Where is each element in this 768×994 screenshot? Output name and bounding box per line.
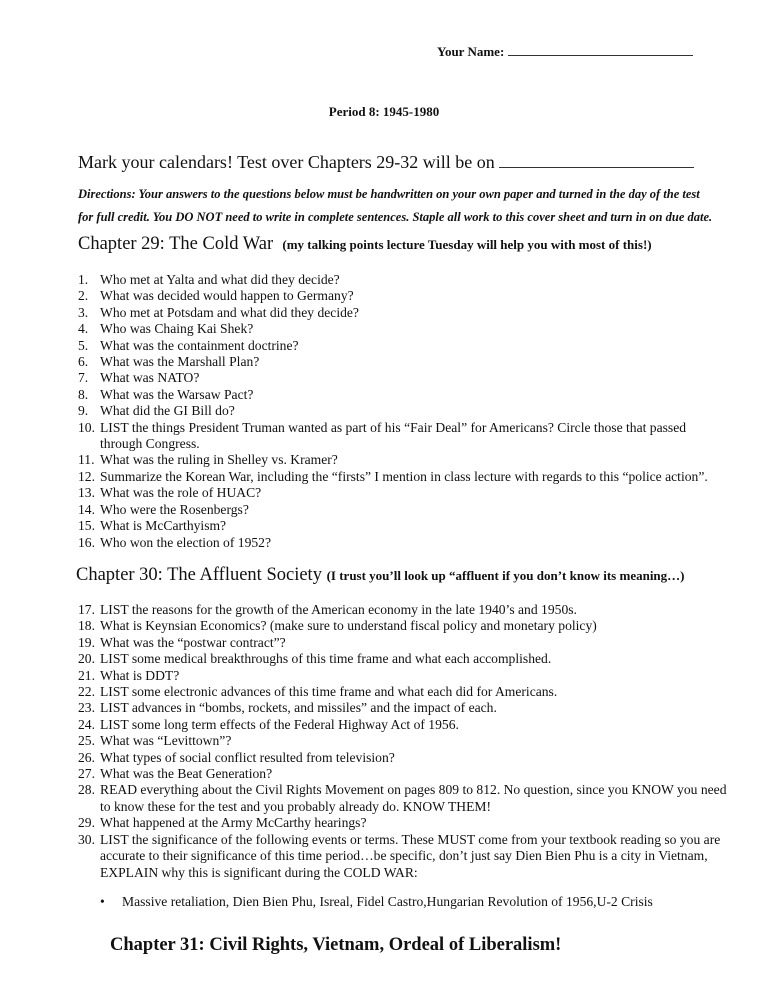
question-number: 7. xyxy=(78,370,89,386)
question-text: READ everything about the Civil Rights Movement on pages 809 to 812. No question, since you KNOW you need to know these for the test and you probably already do. KNOW THEM! xyxy=(100,782,727,814)
question-number: 1. xyxy=(78,272,89,287)
question-item xyxy=(78,305,730,321)
question-text: What was “Levittown”? xyxy=(100,733,232,749)
question-number: 28. xyxy=(78,782,95,798)
question-number: 12. xyxy=(78,468,95,484)
question-item xyxy=(78,618,730,634)
question-number: 20. xyxy=(78,651,95,667)
question-text: LIST advances in “bombs, rockets, and missiles” and the impact of each. xyxy=(100,700,497,716)
question-text: LIST the things President Truman wanted as part of his “Fair Deal” for Americans? Circle those that passed through Congress. xyxy=(100,419,687,452)
question-text: What is DDT? xyxy=(100,667,180,683)
question-number: 24. xyxy=(78,716,95,732)
question-number: 13. xyxy=(78,485,95,501)
question-item xyxy=(78,272,730,288)
question-text: Who met at Yalta and what did they decide? xyxy=(100,272,340,287)
question-item xyxy=(78,832,730,881)
question-text: LIST some long term effects of the Federal Highway Act of 1956. xyxy=(100,716,459,732)
period-title: Period 8: 1945-1980 xyxy=(328,104,440,119)
question-text: What was the “postwar contract”? xyxy=(100,634,286,650)
name-blank xyxy=(508,55,693,56)
date-blank xyxy=(499,167,694,168)
question-item xyxy=(78,766,730,782)
bullet-item xyxy=(100,894,653,910)
chapter-title: Chapter 30: The Affluent Society xyxy=(76,565,322,585)
question-text: What was NATO? xyxy=(100,370,200,386)
question-number: 22. xyxy=(78,684,95,700)
question-text: What was the containment doctrine? xyxy=(100,337,299,353)
chapter-29-questions xyxy=(78,272,730,551)
question-item xyxy=(78,717,730,733)
question-text: What was the Warsaw Pact? xyxy=(100,386,254,402)
question-text: LIST the significance of the following events or terms. These MUST come from your textbook reading so you are accurate to their significance of this time period…be specific, don’t just say Dien Bien Phu is a city in Vietnam, EXPLAIN why this is significant during the COLD WAR: xyxy=(100,831,721,880)
question-item xyxy=(78,750,730,766)
question-item xyxy=(78,602,730,618)
question-number: 5. xyxy=(78,337,89,353)
question-number: 10. xyxy=(78,419,95,435)
question-item xyxy=(78,288,730,304)
question-item xyxy=(78,370,730,386)
question-item xyxy=(78,684,730,700)
question-text: What is Keynsian Economics? (make sure to understand fiscal policy and monetary policy) xyxy=(100,618,597,634)
question-text: Who were the Rosenbergs? xyxy=(100,501,249,517)
question-number: 19. xyxy=(78,634,95,650)
question-item xyxy=(78,485,730,501)
question-text: What happened at the Army McCarthy hearings? xyxy=(100,815,367,831)
question-item xyxy=(78,502,730,518)
chapter-note: (I trust you’ll look up “affluent if you don’t know its meaning…) xyxy=(326,568,685,583)
question-number: 16. xyxy=(78,534,95,550)
question-item xyxy=(78,700,730,716)
question-item xyxy=(78,535,730,551)
question-text: What did the GI Bill do? xyxy=(100,403,235,419)
question-item xyxy=(78,635,730,651)
test-date-text: Mark your calendars! Test over Chapters 29-32 will be on xyxy=(78,152,495,172)
question-text: LIST some medical breakthroughs of this time frame and what each accomplished. xyxy=(100,651,552,667)
name-label: Your Name: xyxy=(437,44,505,59)
chapter-29-heading xyxy=(78,234,652,255)
question-text: What was the Marshall Plan? xyxy=(100,354,260,370)
question-number: 8. xyxy=(78,386,89,402)
question-item xyxy=(78,815,730,831)
question-item xyxy=(78,469,730,485)
question-number: 27. xyxy=(78,766,95,782)
question-text: LIST the reasons for the growth of the American economy in the late 1940’s and 1950s. xyxy=(100,602,577,617)
question-item xyxy=(78,782,730,815)
chapter-30-heading xyxy=(76,565,684,586)
question-number: 4. xyxy=(78,321,89,337)
question-number: 6. xyxy=(78,354,89,370)
question-item xyxy=(78,403,730,419)
question-text: Who was Chaing Kai Shek? xyxy=(100,321,254,337)
question-text: Summarize the Korean War, including the “firsts” I mention in class lecture with regards to this “police action”. xyxy=(100,468,708,484)
your-name-field xyxy=(437,44,693,60)
question-text: Who won the election of 1952? xyxy=(100,534,272,550)
question-number: 30. xyxy=(78,831,95,847)
question-item xyxy=(78,733,730,749)
question-text: What was the ruling in Shelley vs. Kramer? xyxy=(100,452,338,468)
question-item xyxy=(78,651,730,667)
question-text: LIST some electronic advances of this time frame and what each did for Americans. xyxy=(100,684,558,700)
question-item xyxy=(78,420,730,453)
question-text: What is McCarthyism? xyxy=(100,518,227,534)
question-number: 26. xyxy=(78,749,95,765)
chapter-title: Chapter 29: The Cold War xyxy=(78,234,274,254)
question-number: 18. xyxy=(78,618,95,634)
question-number: 29. xyxy=(78,815,95,831)
question-number: 15. xyxy=(78,518,95,534)
question-number: 3. xyxy=(78,304,89,320)
question-item xyxy=(78,452,730,468)
question-number: 17. xyxy=(78,602,95,617)
question-item xyxy=(78,354,730,370)
question-text: What was the Beat Generation? xyxy=(100,766,273,782)
test-date-line xyxy=(78,152,694,173)
question-item xyxy=(78,668,730,684)
directions: Directions: Your answers to the questions below must be handwritten on your own paper and turned in the day of the test for full credit. You DO NOT need to write in complete sentences. Staple all work to this cover sheet and turn in on due date. xyxy=(78,187,713,224)
chapter-31-heading: Chapter 31: Civil Rights, Vietnam, Ordeal of Liberalism! xyxy=(110,935,562,955)
question-text: Who met at Potsdam and what did they decide? xyxy=(100,304,359,320)
question-text: What was the role of HUAC? xyxy=(100,485,262,501)
question-number: 25. xyxy=(78,733,95,749)
question-number: 14. xyxy=(78,501,95,517)
question-item xyxy=(78,338,730,354)
chapter-note: (my talking points lecture Tuesday will help you with most of this!) xyxy=(282,237,652,252)
question-text: What was decided would happen to Germany? xyxy=(100,288,354,304)
bullet-icon: • xyxy=(100,894,105,909)
question-number: 2. xyxy=(78,288,89,304)
chapter-30-questions xyxy=(78,602,730,881)
question-item xyxy=(78,321,730,337)
question-text: What types of social conflict resulted from television? xyxy=(100,749,395,765)
question-number: 23. xyxy=(78,700,95,716)
question-item xyxy=(78,518,730,534)
question-number: 21. xyxy=(78,667,95,683)
question-item xyxy=(78,387,730,403)
question-number: 11. xyxy=(78,452,95,468)
question-number: 9. xyxy=(78,403,89,419)
bullet-text: Massive retaliation, Dien Bien Phu, Isreal, Fidel Castro,Hungarian Revolution of 1956,U-2 Crisis xyxy=(122,894,653,909)
